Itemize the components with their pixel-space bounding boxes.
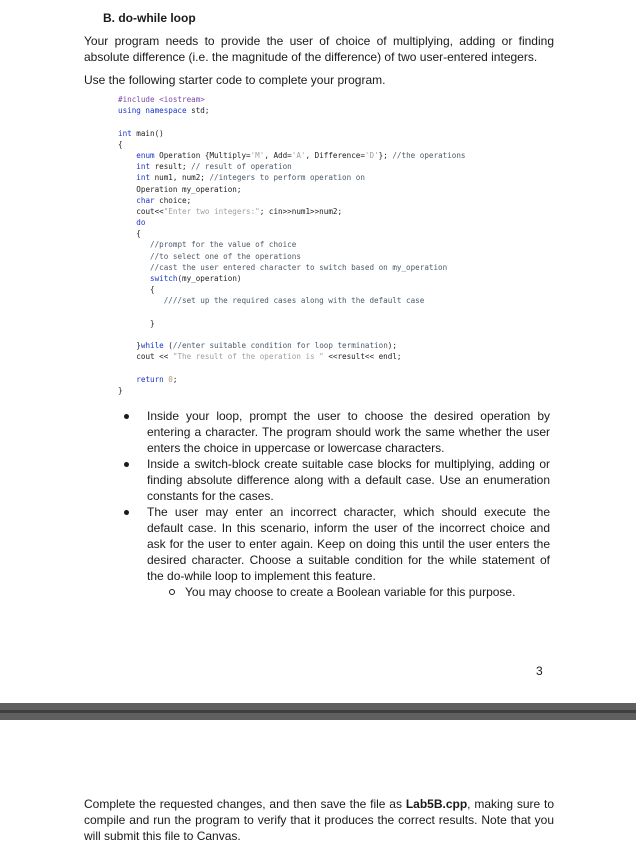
code-line: Operation my_operation; <box>136 184 242 194</box>
instructions-list <box>118 408 550 600</box>
page-number: 3 <box>536 664 543 678</box>
code-line: int main() <box>118 128 164 138</box>
code-line: enum Operation {Multiply='M', Add='A', Difference='D'}; //the operations <box>136 150 466 160</box>
code-line: }while (//enter suitable condition for loop termination); <box>136 341 397 351</box>
closing-paragraph: Complete the requested changes, and then save the file as Lab5B.cpp, making sure to compile and run the program to verify that it produces the correct results. Note that you will submit this file to Canvas. <box>84 797 555 843</box>
filename: Lab5B.cpp <box>405 797 468 811</box>
list-item: Inside your loop, prompt the user to choose the desired operation by entering a character. The program should work the same whether the user enters the choice in uppercase or lowercase characters. <box>118 408 550 456</box>
bullet-dot-icon <box>124 510 129 515</box>
code-line: char choice; <box>136 195 192 205</box>
code-line: ////set up the required cases along with the default case <box>163 296 425 306</box>
sub-list-item: You may choose to create a Boolean variable for this purpose. <box>118 584 550 600</box>
code-line: { <box>150 285 155 295</box>
bullet-dot-icon <box>124 414 129 419</box>
code-line: } <box>118 385 123 395</box>
starter-note: Use the following starter code to complete your program. <box>84 73 386 87</box>
code-line: cout<<"Enter two integers:"; cin>>num1>>num2; <box>136 206 343 216</box>
code-line: } <box>150 318 155 328</box>
code-line: do <box>136 218 146 228</box>
code-line: { <box>136 229 141 239</box>
code-line: switch(my_operation) <box>150 274 242 283</box>
code-line: int result; // result of operation <box>136 162 292 172</box>
code-line: //to select one of the operations <box>150 251 301 261</box>
list-item: Inside a switch-block create suitable case blocks for multiplying, adding or finding absolute difference along with a default case. Use an enumeration constants for the cases. <box>118 456 550 504</box>
code-line: using namespace std; <box>118 106 210 116</box>
page-separator <box>0 703 636 720</box>
code-line: return 0; <box>136 374 178 384</box>
bullet-dot-icon <box>124 462 129 467</box>
code-line: //cast the user entered character to switch based on my_operation <box>150 262 448 272</box>
section-title: B. do-while loop <box>103 11 196 25</box>
bullet-circle-icon <box>169 589 175 595</box>
code-line: { <box>118 139 123 149</box>
code-line: int num1, num2; //integers to perform operation on <box>136 173 365 183</box>
code-line: //prompt for the value of choice <box>150 240 297 250</box>
code-line: cout << "The result of the operation is " <<result<< endl; <box>136 352 402 362</box>
list-item: The user may enter an incorrect character, which should execute the default case. In this scenario, inform the user of the incorrect choice and ask for the user to enter again. Keep on doing this until the user enters the desired character. Choose a suitable condition for the while statement of the do-while loop to implement this feature. <box>118 504 550 584</box>
starter-code-block <box>118 94 578 396</box>
intro-paragraph: Your program needs to provide the user of choice of multiplying, adding or finding absolute difference (i.e. the magnitude of the difference) of two user-entered integers. <box>84 34 554 64</box>
code-line: #include <iostream> <box>118 95 205 104</box>
